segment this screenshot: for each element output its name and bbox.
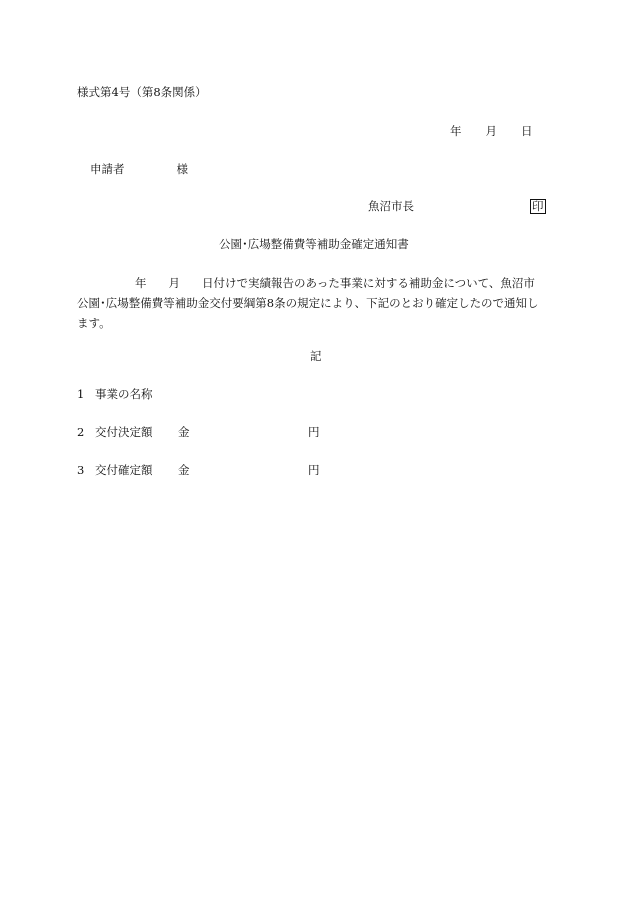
date-day: 日 [521, 124, 533, 138]
mayor-line [368, 199, 546, 214]
item-number: 2 [77, 425, 85, 439]
item-name: 事業の名称 [95, 387, 153, 401]
applicant-label: 申請者 [90, 162, 125, 176]
list-item [77, 425, 320, 439]
item-number: 1 [77, 387, 85, 401]
item-yen: 円 [308, 463, 320, 477]
item-yen: 円 [308, 425, 320, 439]
date-line [450, 124, 533, 138]
ki-heading: 記 [310, 349, 322, 363]
item-kin: 金 [178, 425, 190, 439]
item-name: 交付確定額 [95, 463, 153, 477]
body-line-2: 公園･広場整備費等補助金交付要綱第8条の規定により、下記のとおり確定したので通知し [77, 296, 539, 310]
item-number: 3 [77, 463, 85, 477]
body-text [77, 273, 555, 333]
list-item [77, 387, 178, 401]
body-line-3: ます。 [77, 316, 111, 330]
seal-mark: 印 [532, 199, 544, 213]
document-title: 公園･広場整備費等補助金確定通知書 [219, 237, 409, 251]
date-year: 年 [450, 124, 462, 138]
body-month: 月 [168, 276, 180, 290]
applicant-honorific: 様 [176, 162, 188, 176]
form-number: 様式第4号（第8条関係） [77, 85, 207, 99]
body-line-1-rest: 日付けで実績報告のあった事業に対する補助金について、魚沼市 [202, 276, 535, 290]
date-month: 月 [485, 124, 497, 138]
list-item [77, 463, 320, 477]
applicant-line [90, 162, 188, 176]
body-year: 年 [135, 276, 147, 290]
mayor-title: 魚沼市長 [368, 199, 414, 213]
item-kin: 金 [178, 463, 190, 477]
body-line-1 [77, 273, 555, 293]
item-name: 交付決定額 [95, 425, 153, 439]
